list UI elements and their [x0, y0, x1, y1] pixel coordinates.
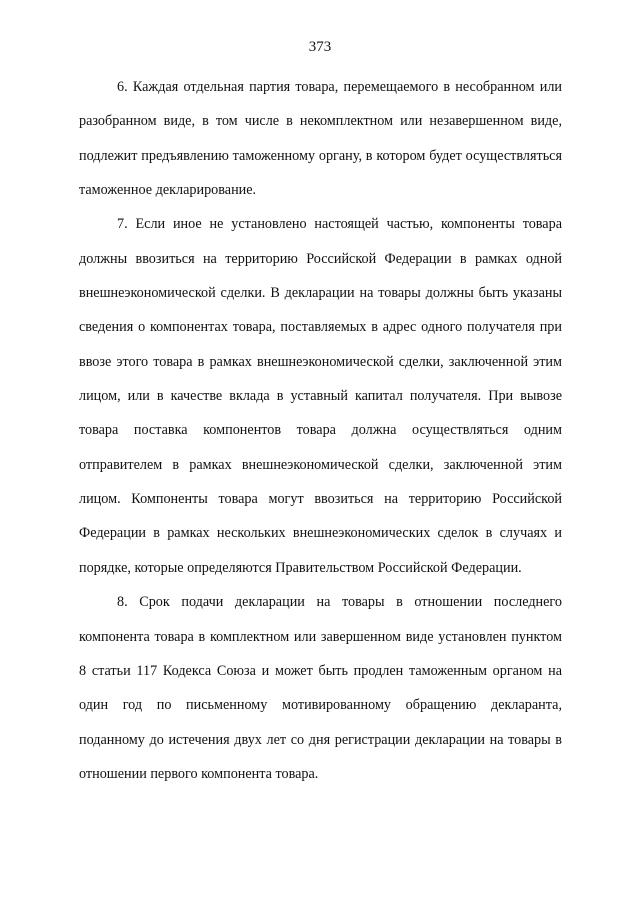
paragraph-8: 8. Срок подачи декларации на товары в отношении последнего компонента товара в комплектном или завершенном виде установлен пунктом 8 статьи 117 Кодекса Союза и может быть продлен таможенным органом на один год по письменному мотивированному обращению декларанта, поданному до истечения двух лет со дня регистрации декларации на товары в отношении первого компонента товара. — [79, 594, 562, 782]
paragraph-6: 6. Каждая отдельная партия товара, перемещаемого в несобранном или разобранном виде, в том числе в некомплектном или незавершенном виде, подлежит предъявлению таможенному органу, в котором будет осуществляться таможенное декларирование. — [79, 79, 562, 199]
paragraph-7: 7. Если иное не установлено настоящей частью, компоненты товара должны ввозиться на территорию Российской Федерации в рамках одной внешнеэкономической сделки. В декларации на товары должны быть указаны сведения о компонентах товара, поставляемых в адрес одного получателя при ввозе этого товара в рамках внешнеэкономической сделки, заключенной этим лицом, или в качестве вклада в уставный капитал получателя. При вывозе товара поставка компонентов товара должна осуществляться одним отправителем в рамках внешнеэкономической сделки, заключенной этим лицом. Компоненты товара могут ввозиться на территорию Российской Федерации в рамках нескольких внешнеэкономических сделок в случаях и порядке, которые определяются Правительством Российской Федерации. — [79, 216, 562, 576]
page-number: 373 — [308, 39, 332, 55]
document-body — [79, 70, 562, 791]
